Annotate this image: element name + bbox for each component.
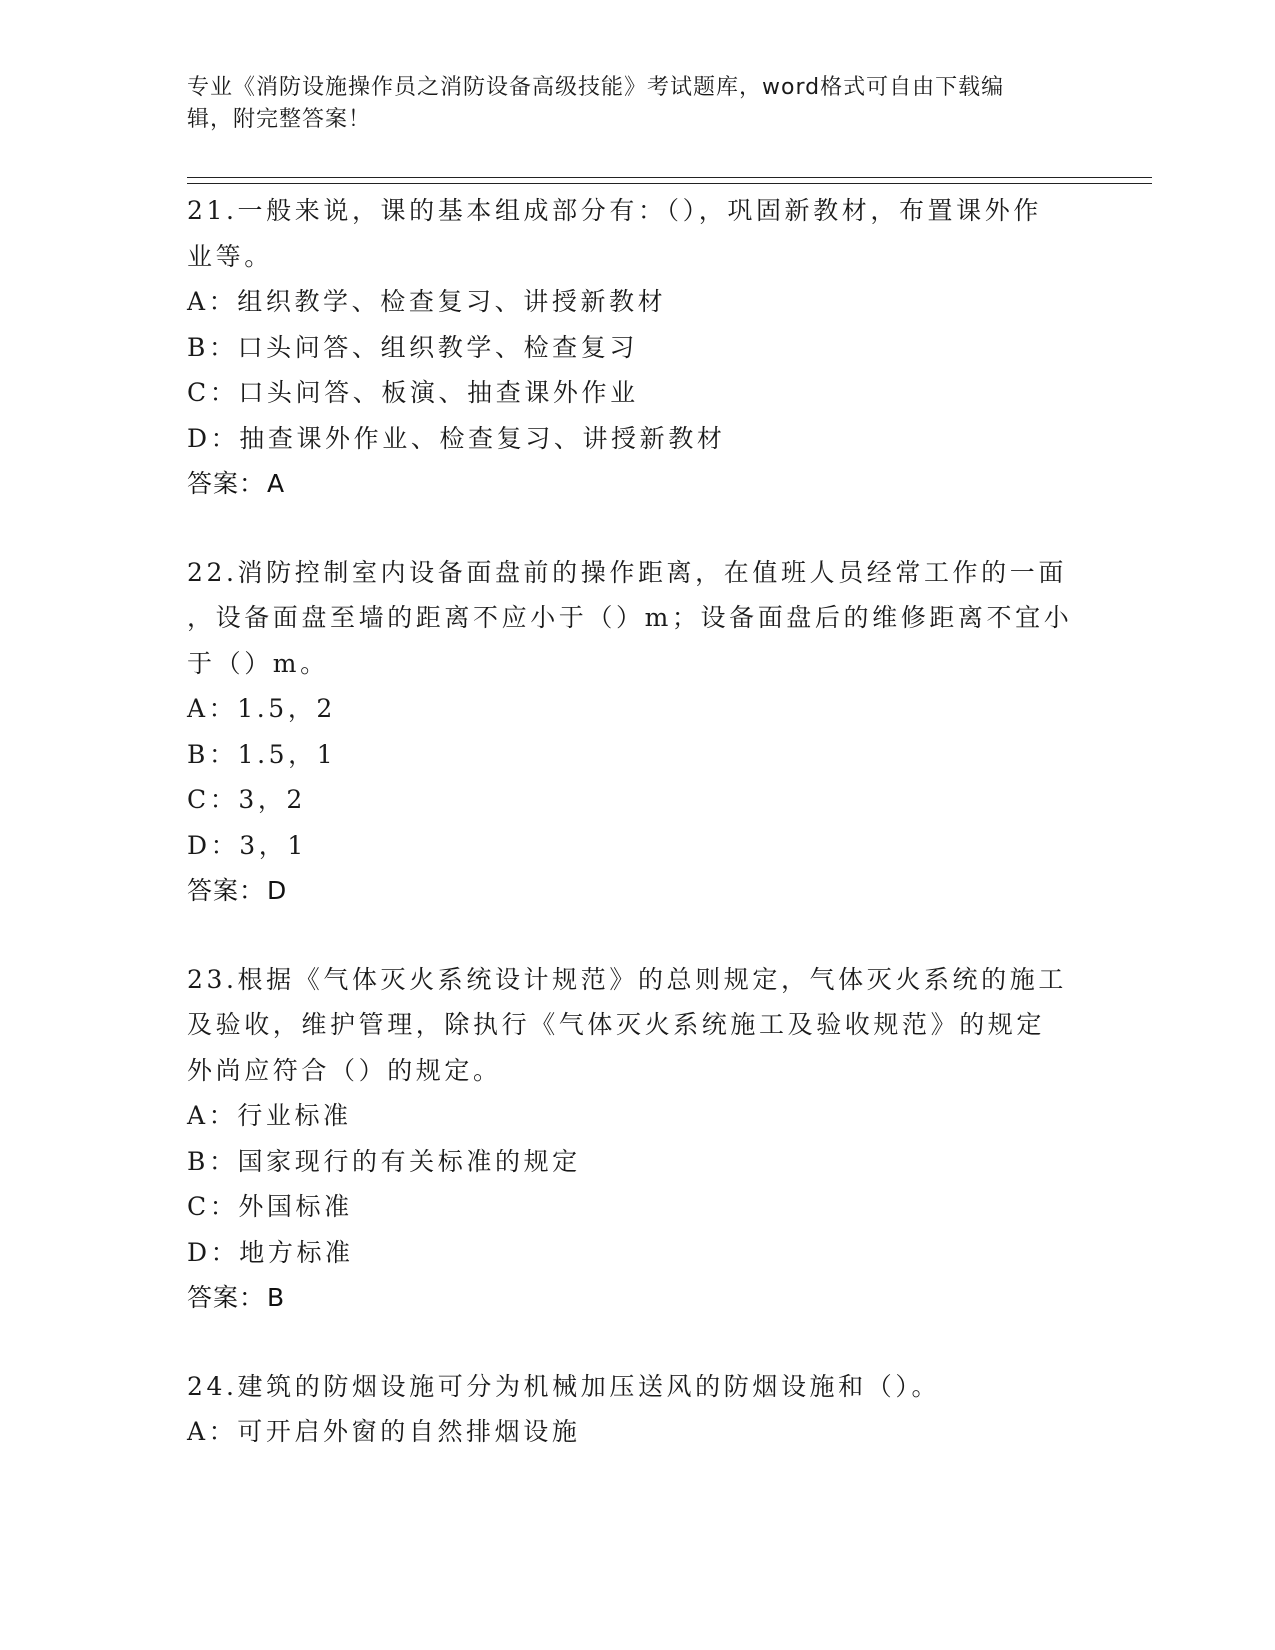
stem-line: ，设备面盘至墙的距离不应小于（）m；设备面盘后的维修距离不宜小 <box>187 603 1073 632</box>
answer-label: 答案： <box>187 469 266 498</box>
answer-value: B <box>267 1283 286 1312</box>
option-b: B：口头问答、组织教学、检查复习 <box>187 332 638 362</box>
option-a: A：组织教学、检查复习、讲授新教材 <box>187 287 667 316</box>
question-stem <box>187 957 1087 1094</box>
question-23 <box>187 957 1087 1321</box>
stem-line: 24.建筑的防烟设施可分为机械加压送风的防烟设施和（）。 <box>187 1371 941 1401</box>
stem-line: 业等。 <box>187 241 273 271</box>
option-b: B：1.5，1 <box>187 739 337 769</box>
question-stem <box>187 550 1087 687</box>
stem-line: 22.消防控制室内设备面盘前的操作距离，在值班人员经常工作的一面 <box>187 557 1067 587</box>
stem-line: 23.根据《气体灭火系统设计规范》的总则规定，气体灭火系统的施工 <box>187 964 1067 994</box>
header-divider-top <box>187 177 1152 178</box>
question-stem <box>187 188 1087 279</box>
header-line-1: 专业《消防设施操作员之消防设备高级技能》考试题库，word格式可自由下载编 <box>187 75 1005 100</box>
question-22 <box>187 550 1087 914</box>
stem-line: 外尚应符合（）的规定。 <box>187 1055 502 1085</box>
option-c: C：口头问答、板演、抽查课外作业 <box>187 378 639 407</box>
stem-line: 及验收，维护管理，除执行《气体灭火系统施工及验收规范》的规定 <box>187 1010 1046 1039</box>
option-c: C：外国标准 <box>187 1192 353 1221</box>
header-line-2: 辑，附完整答案！ <box>187 107 372 132</box>
answer <box>187 868 1087 914</box>
option-a: A：可开启外窗的自然排烟设施 <box>187 1417 581 1446</box>
stem-line: 21.一般来说，课的基本组成部分有：（），巩固新教材，布置课外作 <box>187 196 1042 225</box>
option-d: D：地方标准 <box>187 1237 354 1267</box>
document-header <box>187 72 1067 136</box>
answer <box>187 1275 1087 1321</box>
question-24 <box>187 1364 1087 1455</box>
answer-label: 答案： <box>187 1283 266 1312</box>
answer <box>187 461 1087 507</box>
question-list <box>187 188 1087 1498</box>
stem-line: 于（）m。 <box>187 648 329 678</box>
option-d: D：3，1 <box>187 830 307 860</box>
header-divider-bottom <box>187 183 1152 184</box>
answer-value: D <box>267 876 288 905</box>
answer-value: A <box>267 469 286 498</box>
question-21 <box>187 188 1087 507</box>
option-b: B：国家现行的有关标准的规定 <box>187 1146 581 1176</box>
question-stem <box>187 1364 1087 1410</box>
option-c: C：3，2 <box>187 785 306 814</box>
answer-label: 答案： <box>187 876 266 905</box>
option-a: A：行业标准 <box>187 1101 352 1130</box>
option-d: D：抽查课外作业、检查复习、讲授新教材 <box>187 423 726 453</box>
option-a: A：1.5，2 <box>187 694 336 723</box>
